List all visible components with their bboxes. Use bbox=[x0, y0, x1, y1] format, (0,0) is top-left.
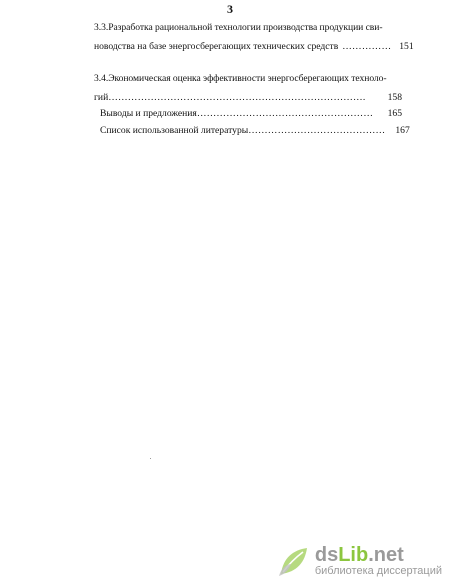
toc-page-number: 158 bbox=[387, 92, 402, 103]
page-number: 3 bbox=[227, 2, 233, 16]
toc-entry-3-4-line1: 3.4.Экономическая оценка эффективности энергосберегающих техноло- bbox=[94, 73, 387, 84]
toc-entry-3-3-line1: 3.3.Разработка рациональной технологии производства продукции сви- bbox=[94, 22, 383, 33]
toc-entry-bibliography bbox=[100, 125, 410, 137]
toc-page-number: 151 bbox=[399, 41, 414, 52]
toc-entry-3-3-line2 bbox=[94, 41, 414, 53]
toc-leader-dots: …………………………………… bbox=[248, 125, 386, 136]
toc-entry-3-4-line2 bbox=[94, 92, 402, 104]
watermark-brand: dsLib.net bbox=[314, 543, 404, 566]
watermark-text bbox=[315, 545, 442, 578]
toc-leader-dots: ……………………………………………………………………. bbox=[108, 92, 366, 103]
toc-page-number: 165 bbox=[387, 108, 402, 119]
toc-leader-dots: …………… bbox=[342, 41, 392, 52]
toc-page-number: 167 bbox=[395, 125, 410, 136]
toc-entry-conclusions-title: Выводы и предложения bbox=[100, 108, 197, 119]
toc-leader-dots: ……………………………………………… bbox=[196, 108, 374, 119]
toc-entry-conclusions bbox=[100, 108, 402, 120]
toc-entry-3-4-title: гий bbox=[94, 92, 109, 103]
toc-entry-bibliography-title: Список использованной литературы bbox=[100, 125, 249, 136]
toc-entry-3-3-title: новодства на базе энергосберегающих технических средств bbox=[94, 41, 339, 52]
leaf-logo-icon bbox=[277, 544, 311, 578]
scan-speck bbox=[150, 458, 151, 459]
watermark bbox=[277, 544, 442, 578]
watermark-subtitle: библиотека диссертаций bbox=[314, 564, 442, 577]
